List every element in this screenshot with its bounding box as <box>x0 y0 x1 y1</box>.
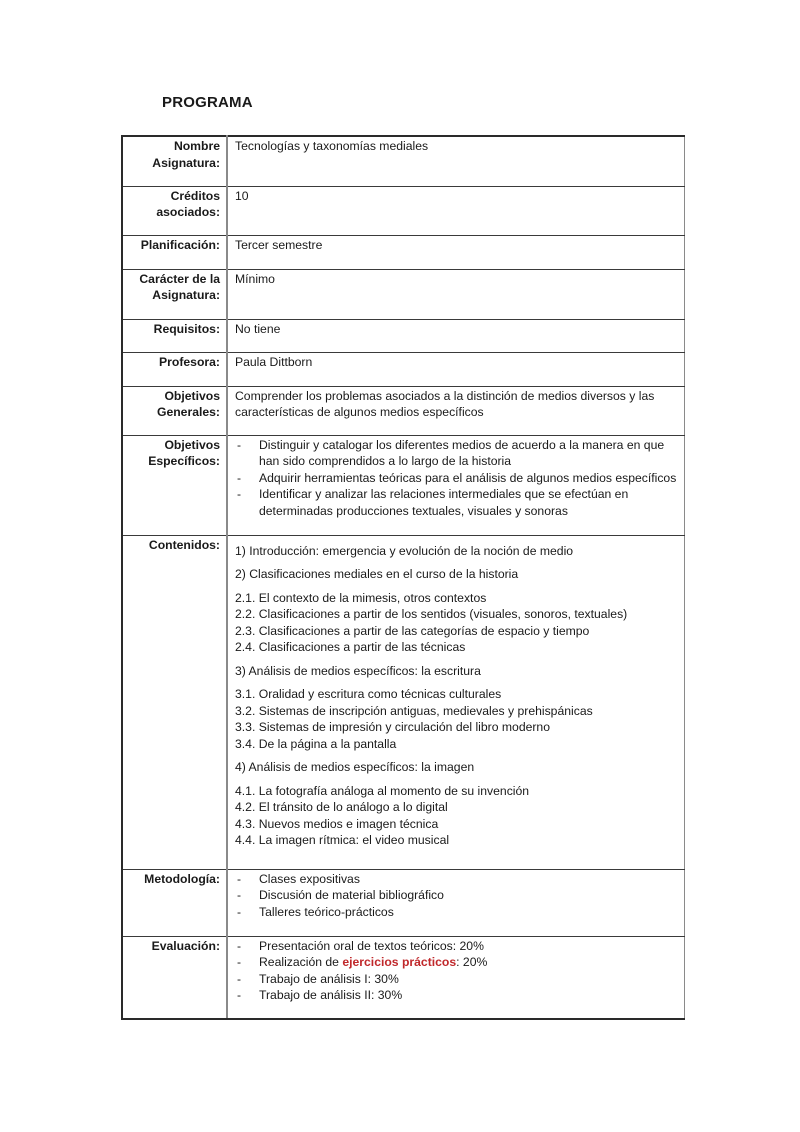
text-line: Comprender los problemas asociados a la distinción de medios diversos y las <box>235 388 655 403</box>
list-item <box>235 470 680 487</box>
row-caracter <box>122 269 685 319</box>
row-requisitos <box>122 319 685 352</box>
contenidos-subitem: 2.3. Clasificaciones a partir de las categorías de espacio y tiempo <box>235 623 590 638</box>
row-creditos <box>122 186 685 235</box>
label-objetivos-especificos <box>122 435 227 535</box>
row-profesora <box>122 352 685 386</box>
list-item: - Trabajo de análisis II: 30% <box>235 987 680 1004</box>
label-caracter <box>122 269 227 319</box>
value-nombre-asignatura: Tecnologías y taxonomías mediales <box>227 136 685 186</box>
row-contenidos <box>122 535 685 869</box>
value-objetivos-especificos <box>227 435 685 535</box>
row-metodologia <box>122 869 685 936</box>
contenidos-heading: 4) Análisis de medios específicos: la imagen <box>235 760 475 774</box>
contenidos-subitem: 3.4. De la página a la pantalla <box>235 736 397 751</box>
row-nombre-asignatura <box>122 136 685 186</box>
label-line: Carácter de la <box>139 271 220 286</box>
item-prefix: Realización de <box>259 955 343 969</box>
item-suffix: : 20% <box>456 955 488 969</box>
contenidos-subitem: 3.3. Sistemas de impresión y circulación del libro moderno <box>235 720 550 734</box>
contenidos-subitem: 3.2. Sistemas de inscripción antiguas, medievales y prehispánicas <box>235 703 593 718</box>
value-profesora: Paula Dittborn <box>227 352 685 386</box>
label-creditos <box>122 186 227 235</box>
contenidos-subitems <box>235 686 680 752</box>
contenidos-subitem: 3.1. Oralidad y escritura como técnicas culturales <box>235 687 502 701</box>
value-planificacion: Tercer semestre <box>227 235 685 269</box>
label-objetivos-generales <box>122 386 227 435</box>
label-line: Créditos <box>170 188 220 203</box>
contenidos-subitem: 4.4. La imagen rítmica: el video musical <box>235 833 450 847</box>
list-item: - Trabajo de análisis I: 30% <box>235 971 680 988</box>
row-objetivos-especificos <box>122 435 685 535</box>
evaluacion-list <box>235 938 680 1004</box>
contenidos-subitem: 4.2. El tránsito de lo análogo a lo digital <box>235 800 448 814</box>
value-contenidos <box>227 535 685 869</box>
label-profesora: Profesora: <box>122 352 227 386</box>
contenidos-subitems <box>235 590 680 656</box>
highlighted-text: ejercicios prácticos <box>342 955 457 969</box>
label-line: Asignatura: <box>152 155 220 170</box>
text-line: determinadas producciones textuales, visuales y sonoras <box>259 503 568 518</box>
label-line: Generales: <box>156 405 220 419</box>
label-evaluacion: Evaluación: <box>122 936 227 1019</box>
label-contenidos: Contenidos: <box>122 535 227 869</box>
row-planificacion <box>122 235 685 269</box>
contenidos-subitem: 4.3. Nuevos medios e imagen técnica <box>235 816 439 831</box>
text-line: características de algunos medios específicos <box>235 405 484 419</box>
contenidos-heading: 3) Análisis de medios específicos: la escritura <box>235 663 481 678</box>
label-nombre-asignatura <box>122 136 227 186</box>
list-item: - Clases expositivas <box>235 871 680 888</box>
list-item <box>235 954 680 971</box>
list-item: - Talleres teórico-prácticos <box>235 904 680 921</box>
label-line: Asignatura: <box>152 288 220 302</box>
list-item <box>235 437 680 470</box>
contenidos-subitems <box>235 783 680 849</box>
contenidos-heading: 2) Clasificaciones mediales en el curso de la historia <box>235 567 519 581</box>
text-line: - Identificar y analizar las relaciones intermediales que se efectúan en <box>259 487 629 501</box>
objetivos-especificos-list <box>235 437 680 520</box>
contenidos-subitem: 2.2. Clasificaciones a partir de los sentidos (visuales, sonoros, textuales) <box>235 607 628 621</box>
value-evaluacion <box>227 936 685 1019</box>
text-line: - Adquirir herramientas teóricas para el análisis de algunos medios específicos <box>259 470 677 485</box>
value-metodologia <box>227 869 685 936</box>
value-requisitos: No tiene <box>227 319 685 352</box>
label-planificacion: Planificación: <box>122 235 227 269</box>
contenidos-subitem: 4.1. La fotografía análoga al momento de su invención <box>235 783 530 798</box>
label-line: Objetivos <box>164 437 220 452</box>
contenidos-heading: 1) Introducción: emergencia y evolución de la noción de medio <box>235 543 574 558</box>
list-item <box>235 486 680 519</box>
row-evaluacion <box>122 936 685 1019</box>
label-line: asociados: <box>156 205 220 219</box>
value-caracter: Mínimo <box>227 269 685 319</box>
label-requisitos: Requisitos: <box>122 319 227 352</box>
text-line: han sido comprendidos a lo largo de la historia <box>259 454 512 468</box>
contenidos-subitem: 2.4. Clasificaciones a partir de las técnicas <box>235 640 466 654</box>
list-item: - Discusión de material bibliográfico <box>235 887 680 904</box>
label-metodologia: Metodología: <box>122 869 227 936</box>
contenidos-subitem: 2.1. El contexto de la mimesis, otros contextos <box>235 590 487 605</box>
row-objetivos-generales <box>122 386 685 435</box>
list-item: - Presentación oral de textos teóricos: 20% <box>235 938 680 955</box>
text-line: - Distinguir y catalogar los diferentes medios de acuerdo a la manera en que <box>259 437 665 452</box>
label-line: Específicos: <box>148 454 220 468</box>
page-title: PROGRAMA <box>162 94 253 111</box>
syllabus-table <box>121 135 685 1020</box>
label-line: Objetivos <box>164 388 220 403</box>
metodologia-list <box>235 871 680 921</box>
label-line: Nombre <box>173 139 220 153</box>
value-objetivos-generales <box>227 386 685 435</box>
value-creditos: 10 <box>227 186 685 235</box>
